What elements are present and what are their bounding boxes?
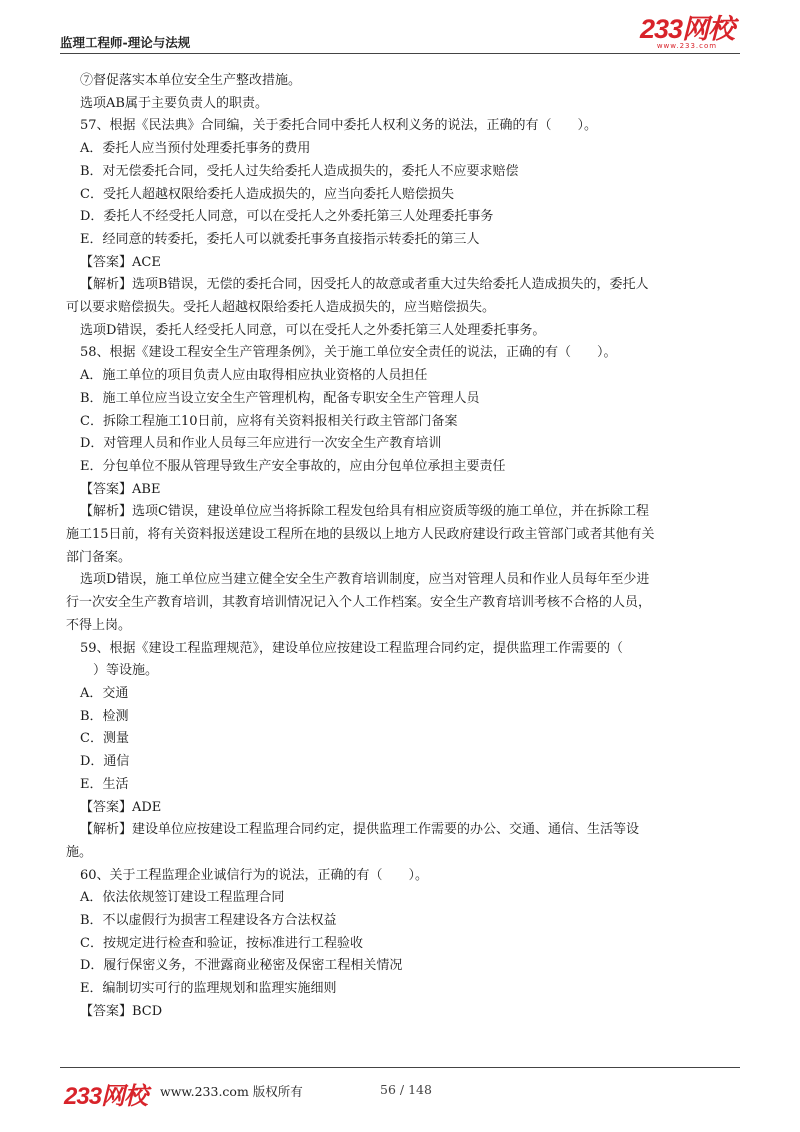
text-line: 57、根据《民法典》合同编，关于委托合同中委托人权利义务的说法，正确的有（ ）。 [80, 118, 598, 134]
footer-logo: 233网校 [64, 1083, 148, 1110]
text-line: E．分包单位不服从管理导致生产安全事故的，应由分包单位承担主要责任 [80, 458, 506, 474]
text-line: C．受托人超越权限给委托人造成损失的，应当向委托人赔偿损失 [80, 186, 454, 202]
text-line: E．编制切实可行的监理规划和监理实施细则 [80, 981, 337, 997]
text-line: 【答案】BCD [80, 1003, 163, 1019]
text-line: C．测量 [80, 731, 129, 747]
text-line: B．施工单位应当设立安全生产管理机构，配备专职安全生产管理人员 [80, 390, 480, 406]
text-line: B．检测 [80, 708, 129, 724]
text-line: 不得上岗。 [66, 617, 132, 633]
document-title: 监理工程师-理论与法规 [60, 35, 191, 50]
page-number: 56 / 148 [380, 1082, 432, 1097]
text-line: 【答案】ADE [80, 799, 162, 815]
text-line: D．履行保密义务，不泄露商业秘密及保密工程相关情况 [80, 958, 403, 974]
text-line: ⑦督促落实本单位安全生产整改措施。 [80, 73, 302, 88]
text-line: A．施工单位的项目负责人应由取得相应执业资格的人员担任 [80, 368, 428, 384]
text-line: C．拆除工程施工10日前，应将有关资料报相关行政主管部门备案 [80, 413, 458, 429]
text-line: 59、根据《建设工程监理规范》，建设单位应按建设工程监理合同约定，提供监理工作需要的（ [80, 640, 624, 656]
text-line: 部门备案。 [66, 549, 132, 565]
page-footer [0, 1068, 800, 1108]
text-line: 可以要求赔偿损失。受托人超越权限给委托人造成损失的，应当赔偿损失。 [66, 300, 496, 316]
text-line: 行一次安全生产教育培训，其教育培训情况记入个人工作档案。安全生产教育培训考核不合格的人员， [66, 595, 652, 611]
text-line: A．委托人应当预付处理委托事务的费用 [80, 141, 311, 157]
text-line: D．委托人不经受托人同意，可以在受托人之外委托第三人处理委托事务 [80, 209, 494, 225]
text-line: ）等设施。 [80, 663, 159, 679]
text-line: 选项D错误，施工单位应当建立健全安全生产教育培训制度，应当对管理人员和作业人员每年至少进 [80, 572, 650, 588]
text-line: 【解析】选项C错误，建设单位应当将拆除工程发包给具有相应资质等级的施工单位，并在拆除工程 [80, 504, 649, 520]
text-line: A．依法依规签订建设工程监理合同 [80, 890, 285, 906]
text-line: 施。 [66, 844, 93, 860]
text-line: 选项AB属于主要负责人的职责。 [80, 95, 268, 111]
text-line: E．生活 [80, 776, 129, 792]
footer-copyright: www.233.com 版权所有 [160, 1084, 303, 1099]
text-line: 选项D错误，委托人经受托人同意，可以在受托人之外委托第三人处理委托事务。 [80, 322, 546, 338]
text-line: D．对管理人员和作业人员每三年应进行一次安全生产教育培训 [80, 436, 442, 452]
text-line: 施工15日前，将有关资料报送建设工程所在地的县级以上地方人民政府建设行政主管部门或者其他有关 [66, 527, 655, 543]
text-line: 60、关于工程监理企业诚信行为的说法，正确的有（ ）。 [80, 867, 429, 883]
document-body [66, 70, 742, 1024]
text-line: 【解析】建设单位应按建设工程监理合同约定，提供监理工作需要的办公、交通、通信、生活等设 [80, 822, 640, 838]
text-line: A．交通 [80, 685, 129, 701]
text-line: E．经同意的转委托，委托人可以就委托事务直接指示转委托的第三人 [80, 231, 480, 247]
logo-url: www.233.com [656, 42, 718, 50]
text-line: 【答案】ACE [80, 254, 161, 270]
text-line: D．通信 [80, 754, 130, 770]
text-line: 【答案】ABE [80, 481, 161, 497]
text-line: 58、根据《建设工程安全生产管理条例》，关于施工单位安全责任的说法，正确的有（ ）。 [80, 345, 617, 361]
page-header [0, 0, 800, 60]
text-line: B．对无偿委托合同，受托人过失给委托人造成损失的，委托人不应要求赔偿 [80, 163, 519, 179]
brand-logo [640, 16, 734, 50]
header-divider [60, 53, 740, 54]
text-line: C．按规定进行检查和验证，按标准进行工程验收 [80, 935, 363, 951]
text-line: B．不以虚假行为损害工程建设各方合法权益 [80, 913, 337, 929]
logo-text: 233网校 [639, 14, 734, 44]
text-line: 【解析】选项B错误，无偿的委托合同，因受托人的故意或者重大过失给委托人造成损失的，委托人 [80, 277, 649, 293]
